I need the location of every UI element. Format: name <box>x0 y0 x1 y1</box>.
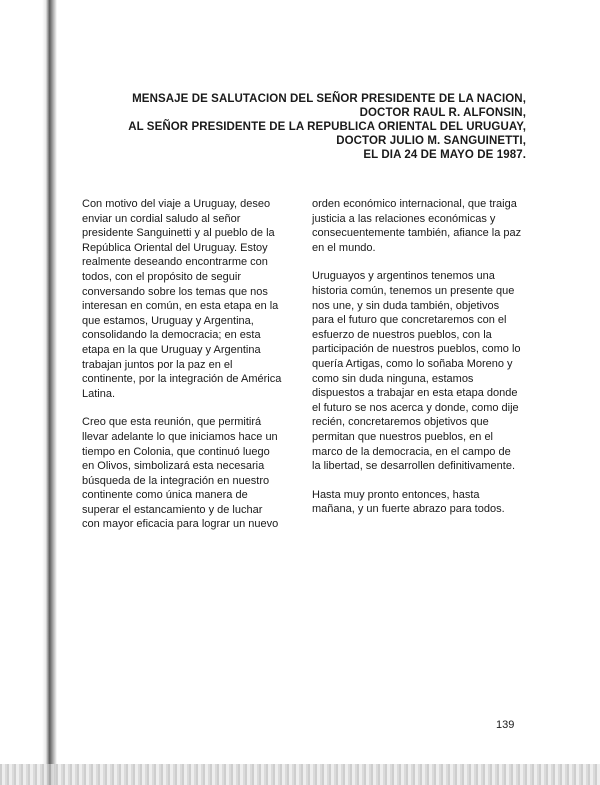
heading-line: MENSAJE DE SALUTACION DEL SEÑOR PRESIDENTE DE LA NACION, <box>132 93 526 105</box>
heading-line: DOCTOR RAUL R. ALFONSIN, <box>359 107 526 119</box>
heading-line: EL DIA 24 DE MAYO DE 1987. <box>363 149 526 161</box>
paragraph: Con motivo del viaje a Uruguay, deseo enviar un cordial saludo al señor presidente Sanguinetti y al pueblo de la República Oriental del Uruguay. Estoy realmente deseando encontrarme con todos, con el propósito de seguir conversando sobre los temas que nos interesan en común, en esta etapa en la que estamos, Uruguay y Argentina, consolidando la democracia; en esta etapa en la que Uruguay y Argentina trabajan juntos por la paz en el continente, por la integración de América Latina. <box>82 198 282 400</box>
paragraph: Uruguayos y argentinos tenemos una historia común, tenemos un presente que nos une, y sin duda también, objetivos para el futuro que concretaremos con el esfuerzo de nuestros pueblos, con la participación de nuestros pueblos, como lo quería Artigas, como lo soñaba Moreno y como sin duda ninguna, estamos dispuestos a trabajar en esta etapa donde el futuro se nos acerca y donde, como dije recién, concretaremos objetivos que permitan que nuestros pueblos, en el marco de la democracia, en el campo de la libertad, se desarrollen definitivamente. <box>312 270 521 473</box>
paragraph: orden económico internacional, que traiga justicia a las relaciones económicas y consecuentemente también, afiance la paz en el mundo. <box>312 198 522 254</box>
heading-line: AL SEÑOR PRESIDENTE DE LA REPUBLICA ORIENTAL DEL URUGUAY, <box>128 121 526 133</box>
paragraph: Hasta muy pronto entonces, hasta mañana, y un fuerte abrazo para todos. <box>312 488 505 516</box>
document-heading <box>106 92 526 162</box>
heading-line: DOCTOR JULIO M. SANGUINETTI, <box>336 135 526 147</box>
left-column <box>82 197 282 546</box>
scan-bottom-edge <box>0 764 600 785</box>
paragraph: Creo que esta reunión, que permitirá llevar adelante lo que iniciamos hace un tiempo en Colonia, que continuó luego en Olivos, simbolizará esta necesaria búsqueda de la integración en nuestro continente como única manera de superar el estancamiento y de luchar con mayor eficacia para lograr un nuevo <box>82 416 279 531</box>
right-column <box>312 197 522 531</box>
scan-binding-edge <box>0 0 62 785</box>
page-number: 139 <box>496 719 515 731</box>
